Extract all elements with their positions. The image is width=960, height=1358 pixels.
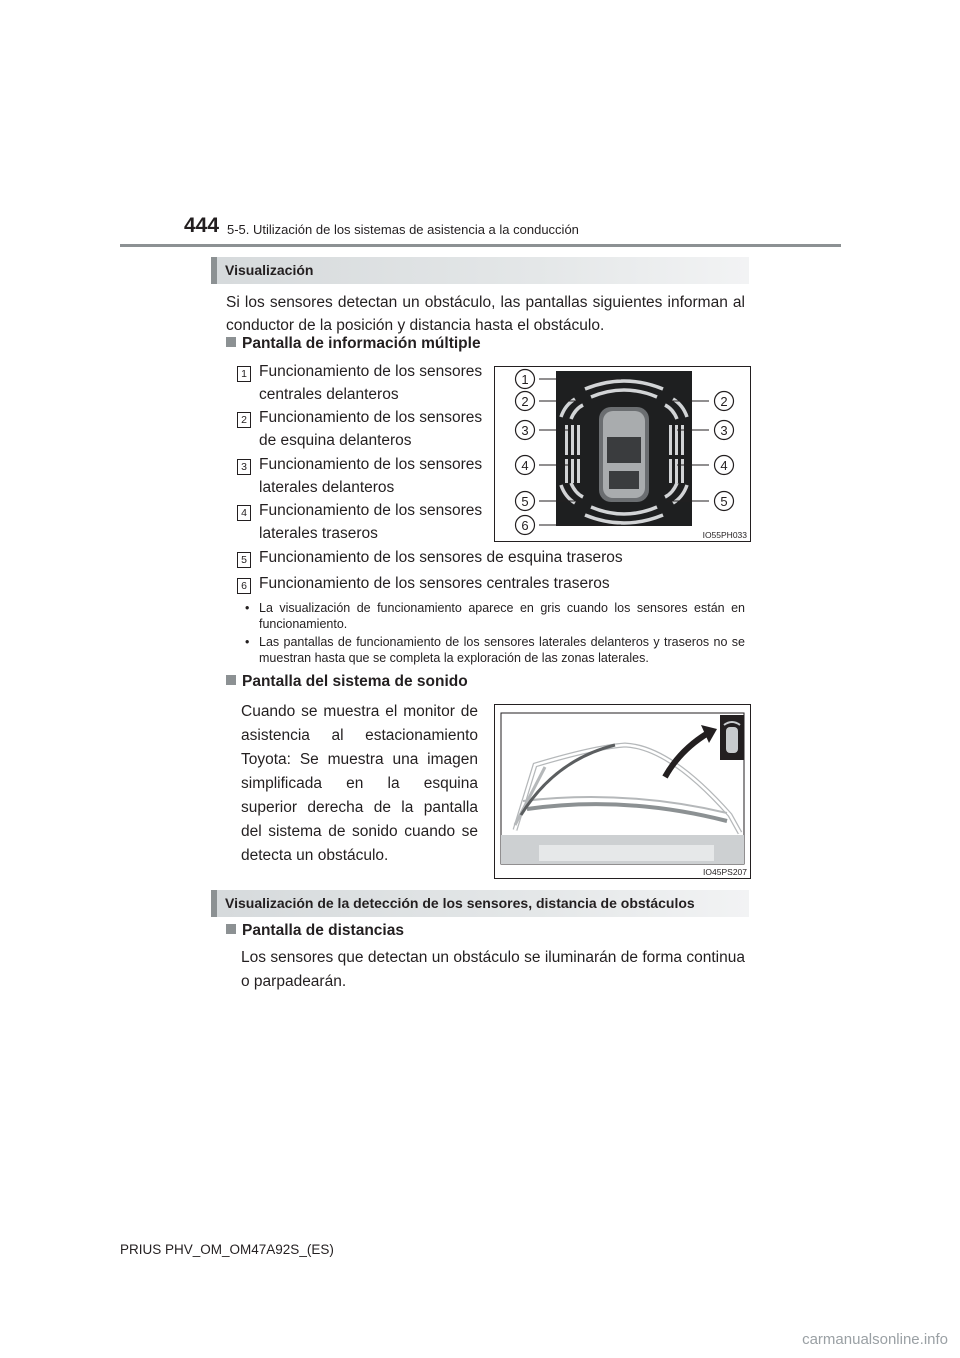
note: • Las pantallas de funcionamiento de los sensores laterales delanteros y traseros no se muestran hasta que se completa la exploración de las zonas laterales. [245,635,745,665]
figure-label: 5 [720,494,728,509]
figure-label: 2 [720,394,728,409]
item-number: 6 [237,578,251,594]
figure-label: 3 [521,423,529,438]
square-bullet-icon [226,675,236,685]
audio-screen-illustration [495,705,750,878]
figure-label: 2 [521,394,529,409]
figure-label: 6 [521,518,529,533]
item-number: 3 [237,459,251,475]
heading-deteccion: Visualización de la detección de los sensores, distancia de obstáculos [211,890,749,917]
subheading-multi-display: Pantalla de información múltiple [226,335,481,353]
distance-display-paragraph: Los sensores que detectan un obstáculo se iluminarán de forma continua o parpadearán. [241,949,745,990]
section-title: 5-5. Utilización de los sistemas de asistencia a la conducción [227,222,579,237]
item-text: Funcionamiento de los sensores de esquina delanteros [259,409,483,449]
heading-visualizacion: Visualización [211,257,749,284]
figure-audio-display [494,704,751,879]
figure-label: 5 [521,494,529,509]
subheading-distance-display: Pantalla de distancias [226,922,404,940]
page-number: 444 [184,214,220,237]
watermark: carmanualsonline.info [802,1331,948,1348]
item-number: 4 [237,505,251,521]
figure-label: 1 [521,372,529,387]
note: • La visualización de funcionamiento aparece en gris cuando los sensores están en funcionamiento. [245,601,745,631]
figure-label: 4 [521,458,529,473]
sensor-display-illustration [495,367,750,541]
audio-display-paragraph: Cuando se muestra el monitor de asistencia al estacionamiento Toyota: Se muestra una imagen simplificada en la esquina superior derecha de la pantalla del sistema de sonido cuando se detecta un obstáculo. [241,703,478,864]
item-text: Funcionamiento de los sensores de esquina traseros [259,549,623,566]
figure-multi-display [494,366,751,542]
square-bullet-icon [226,924,236,934]
item-text: Funcionamiento de los sensores centrales delanteros [259,363,483,403]
figure-label: 4 [720,458,728,473]
figure-code: IO55PH033 [702,530,747,540]
item-text: Funcionamiento de los sensores laterales delanteros [259,456,483,496]
document-code: PRIUS PHV_OM_OM47A92S_(ES) [120,1242,334,1257]
square-bullet-icon [226,337,236,347]
item-number: 5 [237,552,251,568]
item-text: Funcionamiento de los sensores centrales traseros [259,575,610,592]
item-number: 2 [237,412,251,428]
figure-label: 3 [720,423,728,438]
header-rule [120,244,841,247]
figure-code: IO45PS207 [703,867,747,877]
subheading-audio-display: Pantalla del sistema de sonido [226,673,468,691]
item-number: 1 [237,366,251,382]
item-text: Funcionamiento de los sensores laterales traseros [259,502,483,542]
intro-paragraph: Si los sensores detectan un obstáculo, las pantallas siguientes informan al conductor de la posición y distancia hasta el obstáculo. [226,294,745,334]
